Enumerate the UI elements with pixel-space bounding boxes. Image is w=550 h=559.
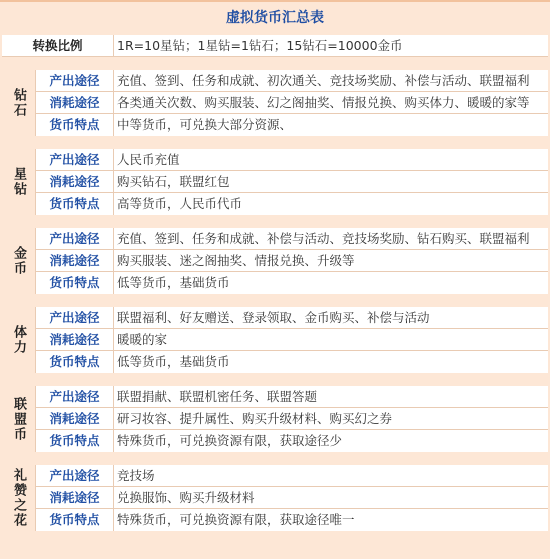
- row-value: 联盟福利、好友赠送、登录领取、金币购买、补偿与活动: [117, 310, 430, 325]
- row-value: 竞技场: [117, 468, 155, 483]
- currency-rows: [35, 70, 548, 136]
- table-row-consume: [35, 408, 548, 430]
- currency-name-cell: [2, 149, 35, 215]
- table-row-feature: [35, 114, 548, 136]
- row-label: 产出途径: [35, 70, 114, 91]
- row-label: 消耗途径: [35, 92, 114, 113]
- row-label: 货币特点: [35, 509, 114, 531]
- row-label: 产出途径: [35, 307, 114, 328]
- currency-name-cell: [2, 307, 35, 373]
- row-label: 消耗途径: [35, 408, 114, 429]
- row-label: 货币特点: [35, 430, 114, 452]
- spacer: [0, 57, 550, 70]
- row-value: 购买服装、迷之阁抽奖、情报兑换、升级等: [117, 253, 355, 268]
- row-label: 产出途径: [35, 465, 114, 486]
- table-row-consume: [35, 171, 548, 193]
- currency-group-diamond: [2, 70, 548, 136]
- currency-name: 体力: [11, 325, 26, 355]
- row-value: 研习妆容、提升属性、购买升级材料、购买幻之券: [117, 411, 393, 426]
- currency-name-cell: [2, 70, 35, 136]
- currency-name: 钻石: [11, 88, 26, 118]
- currency-groups: [0, 70, 550, 531]
- table-row-feature: [35, 272, 548, 294]
- row-value: 充值、签到、任务和成就、补偿与活动、竞技场奖励、钻石购买、联盟福利: [117, 231, 530, 246]
- currency-group-alliance-coin: [2, 386, 548, 452]
- row-value: 中等货币，可兑换大部分资源、: [117, 117, 293, 132]
- currency-group-star-diamond: [2, 149, 548, 215]
- currency-name-cell: [2, 228, 35, 294]
- currency-rows: [35, 386, 548, 452]
- table-row-produce: [35, 386, 548, 408]
- currency-group-gold: [2, 228, 548, 294]
- row-value: 低等货币，基础货币: [117, 354, 230, 369]
- table-row-consume: [35, 250, 548, 272]
- currency-name: 礼赞之花: [11, 468, 26, 528]
- currency-name: 星钻: [11, 167, 26, 197]
- row-value: 高等货币，人民币代币: [117, 196, 243, 211]
- row-value: 购买钻石，联盟红包: [117, 174, 230, 189]
- row-label: 产出途径: [35, 228, 114, 249]
- row-value: 各类通关次数、购买服装、幻之阁抽奖、情报兑换、购买体力、暖暖的家等: [117, 95, 530, 110]
- table-row-consume: [35, 487, 548, 509]
- currency-group-praise-flower: [2, 465, 548, 531]
- table-row-consume: [35, 92, 548, 114]
- row-value: 特殊货币，可兑换资源有限，获取途径唯一: [117, 512, 355, 527]
- table-row-consume: [35, 329, 548, 351]
- currency-rows: [35, 149, 548, 215]
- currency-name-cell: [2, 465, 35, 531]
- currency-rows: [35, 307, 548, 373]
- row-value: 特殊货币，可兑换资源有限，获取途径少: [117, 433, 343, 448]
- row-value: 人民币充值: [117, 152, 180, 167]
- currency-rows: [35, 465, 548, 531]
- row-label: 产出途径: [35, 149, 114, 170]
- row-label: 消耗途径: [35, 487, 114, 508]
- currency-rows: [35, 228, 548, 294]
- row-label: 货币特点: [35, 272, 114, 294]
- currency-name: 金币: [11, 246, 26, 276]
- table-row-feature: [35, 430, 548, 452]
- conversion-rate-row: [2, 35, 548, 57]
- currency-name-cell: [2, 386, 35, 452]
- row-value: 兑换服饰、购买升级材料: [117, 490, 255, 505]
- row-label: 消耗途径: [35, 171, 114, 192]
- row-label: 货币特点: [35, 114, 114, 136]
- table-title: 虚拟货币汇总表: [0, 2, 550, 35]
- row-value: 暖暖的家: [117, 332, 168, 347]
- table-row-feature: [35, 509, 548, 531]
- table-row-produce: [35, 149, 548, 171]
- table-row-produce: [35, 465, 548, 487]
- row-value: 充值、签到、任务和成就、初次通关、竞技场奖励、补偿与活动、联盟福利: [117, 73, 530, 88]
- table-row-produce: [35, 307, 548, 329]
- conversion-rate-value: 1R=10星钻；1星钻=1钻石；15钻石=10000金币: [117, 38, 403, 53]
- row-label: 货币特点: [35, 193, 114, 215]
- row-value: 联盟捐献、联盟机密任务、联盟答题: [117, 389, 318, 404]
- row-label: 消耗途径: [35, 329, 114, 350]
- row-label: 货币特点: [35, 351, 114, 373]
- row-label: 产出途径: [35, 386, 114, 407]
- table-row-feature: [35, 351, 548, 373]
- row-value: 低等货币，基础货币: [117, 275, 230, 290]
- currency-group-stamina: [2, 307, 548, 373]
- table-row-feature: [35, 193, 548, 215]
- row-label: 消耗途径: [35, 250, 114, 271]
- conversion-rate-label: 转换比例: [2, 35, 114, 56]
- currency-name: 联盟币: [11, 396, 26, 442]
- table-row-produce: [35, 70, 548, 92]
- table-row-produce: [35, 228, 548, 250]
